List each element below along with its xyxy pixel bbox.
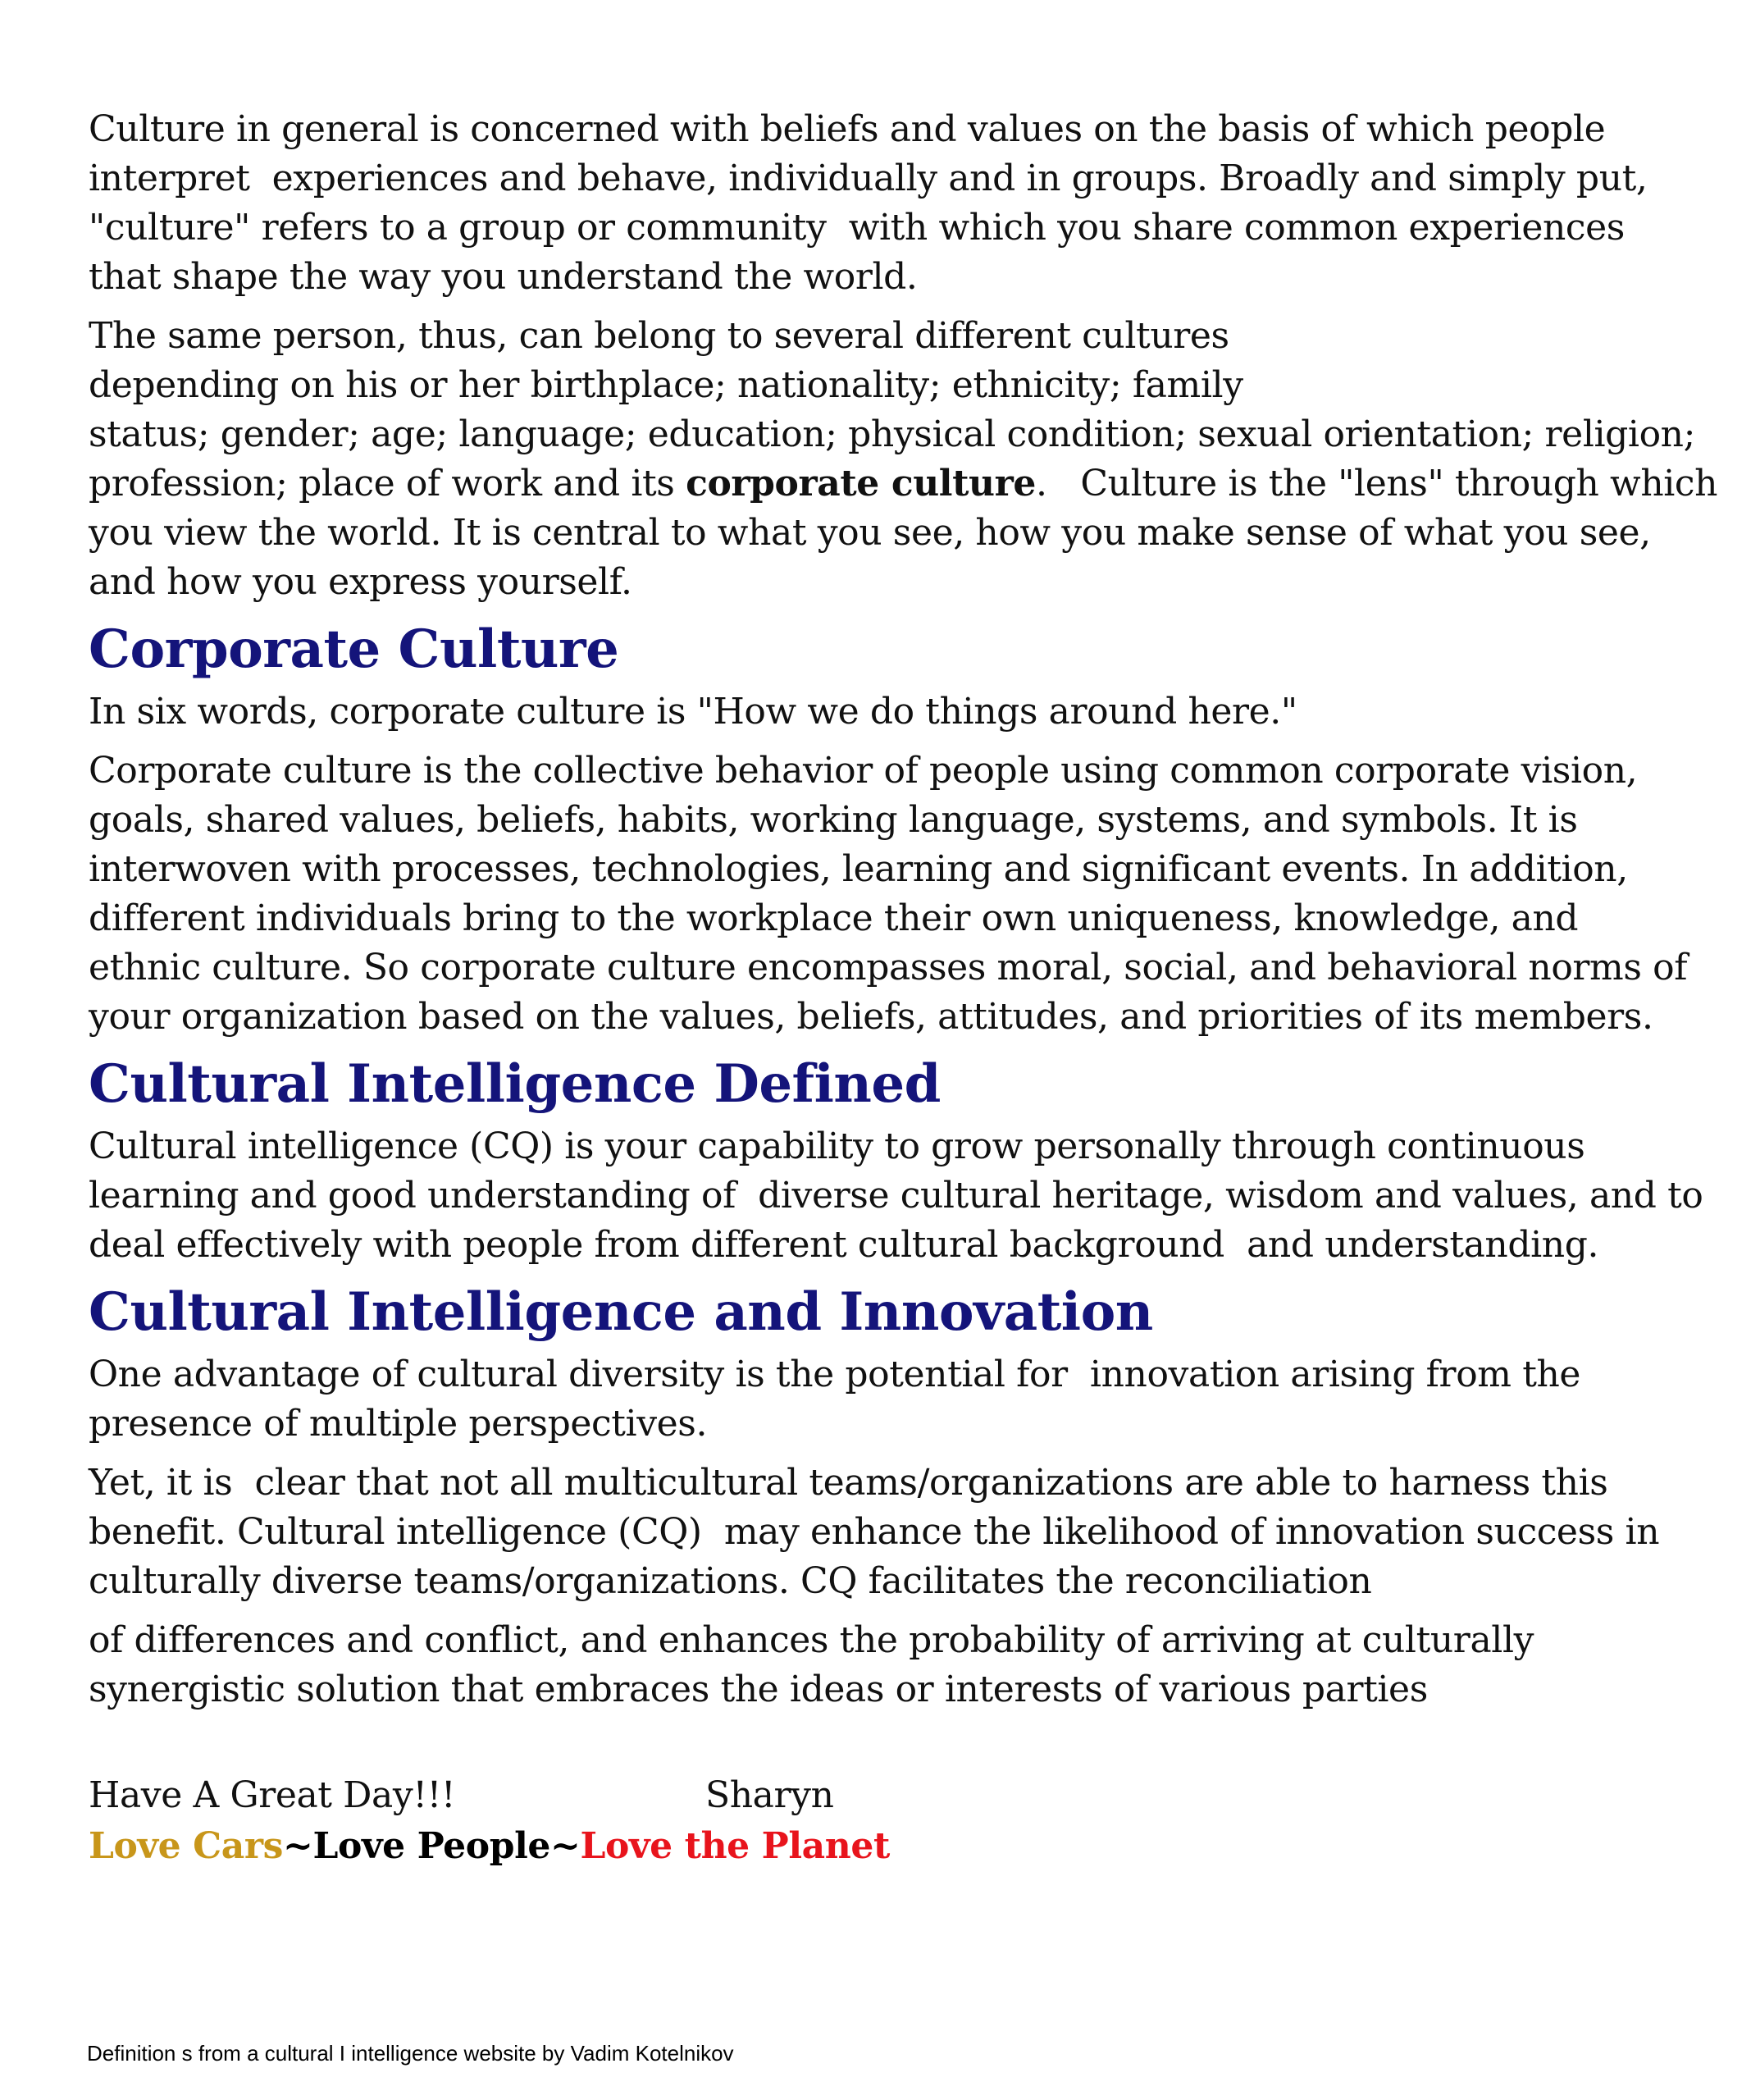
text-line: In six words, corporate culture is "How we do things around here." bbox=[89, 691, 1297, 733]
tagline-separator: ~ bbox=[283, 1825, 313, 1867]
corporate-paragraph-2 bbox=[89, 746, 1696, 1042]
signoff bbox=[89, 1770, 1696, 1821]
heading-cultural-intelligence-innovation: Cultural Intelligence and Innovation bbox=[89, 1281, 1153, 1343]
text-line: status; gender; age; language; education; physical condition; sexual orientation; religion; bbox=[89, 413, 1696, 455]
tagline-love-planet: Love the Planet bbox=[580, 1825, 890, 1867]
text-line: benefit. Cultural intelligence (CQ) may enhance the likelihood of innovation success in bbox=[89, 1511, 1660, 1553]
text-line: Corporate culture is the collective behavior of people using common corporate vision, bbox=[89, 750, 1638, 792]
cq-innovation-paragraph-3 bbox=[89, 1616, 1696, 1714]
text-line: deal effectively with people from different cultural background and understanding. bbox=[89, 1224, 1599, 1266]
cq-defined-paragraph bbox=[89, 1122, 1703, 1270]
text-line: Cultural intelligence (CQ) is your capability to grow personally through continuous bbox=[89, 1125, 1585, 1167]
text-line: "culture" refers to a group or community with which you share common experiences bbox=[89, 207, 1625, 249]
heading-corporate-culture: Corporate Culture bbox=[89, 619, 619, 680]
text-line: One advantage of cultural diversity is the potential for innovation arising from the bbox=[89, 1354, 1581, 1395]
text-line: synergistic solution that embraces the ideas or interests of various parties bbox=[89, 1669, 1428, 1710]
tagline-love-cars: Love Cars bbox=[89, 1825, 284, 1867]
text-line: Yet, it is clear that not all multicultural teams/organizations are able to harness this bbox=[89, 1462, 1608, 1504]
text-line: interpret experiences and behave, individually and in groups. Broadly and simply put, bbox=[89, 158, 1648, 199]
text-line: different individuals bring to the workplace their own uniqueness, knowledge, and bbox=[89, 897, 1579, 939]
text-line: depending on his or her birthplace; nationality; ethnicity; family bbox=[89, 364, 1243, 406]
text-segment: . Culture is the "lens" through which bbox=[1036, 463, 1718, 504]
signoff-greeting: Have A Great Day!!! bbox=[89, 1774, 456, 1816]
text-line: goals, shared values, beliefs, habits, working language, systems, and symbols. It is bbox=[89, 799, 1578, 841]
text-line: presence of multiple perspectives. bbox=[89, 1403, 708, 1445]
text-segment: profession; place of work and its bbox=[89, 463, 686, 504]
document-body bbox=[89, 105, 1718, 1872]
cq-innovation-paragraph-2 bbox=[89, 1459, 1696, 1606]
heading-cultural-intelligence-defined: Cultural Intelligence Defined bbox=[89, 1053, 941, 1115]
text-line: that shape the way you understand the world. bbox=[89, 256, 918, 298]
tagline bbox=[89, 1821, 1696, 1872]
text-line: learning and good understanding of diverse cultural heritage, wisdom and values, and to bbox=[89, 1175, 1703, 1217]
text-line: your organization based on the values, beliefs, attitudes, and priorities of its members. bbox=[89, 996, 1653, 1038]
text-line: culturally diverse teams/organizations. CQ facilitates the reconciliation bbox=[89, 1560, 1372, 1602]
text-line: of differences and conflict, and enhances the probability of arriving at culturally bbox=[89, 1619, 1534, 1661]
text-line: interwoven with processes, technologies, learning and significant events. In addition, bbox=[89, 848, 1628, 890]
cq-innovation-paragraph-1 bbox=[89, 1350, 1696, 1449]
intro-paragraph-2 bbox=[89, 312, 1718, 607]
text-line: ethnic culture. So corporate culture encompasses moral, social, and behavioral norms of bbox=[89, 947, 1688, 988]
spacer bbox=[89, 1724, 1696, 1770]
intro-paragraph-1 bbox=[89, 105, 1696, 302]
text-line: Culture in general is concerned with beliefs and values on the basis of which people bbox=[89, 108, 1606, 150]
footnote: Definition s from a cultural I intelligence website by Vadim Kotelnikov bbox=[87, 2041, 734, 2066]
tagline-separator: ~ bbox=[550, 1825, 581, 1867]
text-line bbox=[89, 459, 1718, 509]
text-line: you view the world. It is central to what you see, how you make sense of what you see, bbox=[89, 512, 1651, 554]
text-line: The same person, thus, can belong to several different cultures bbox=[89, 315, 1229, 357]
corporate-paragraph-1 bbox=[89, 687, 1696, 737]
text-line: and how you express yourself. bbox=[89, 561, 632, 603]
tagline-love-people: Love People bbox=[312, 1825, 551, 1867]
corporate-culture-emphasis: corporate culture bbox=[686, 463, 1037, 504]
signoff-name: Sharyn bbox=[705, 1774, 834, 1816]
